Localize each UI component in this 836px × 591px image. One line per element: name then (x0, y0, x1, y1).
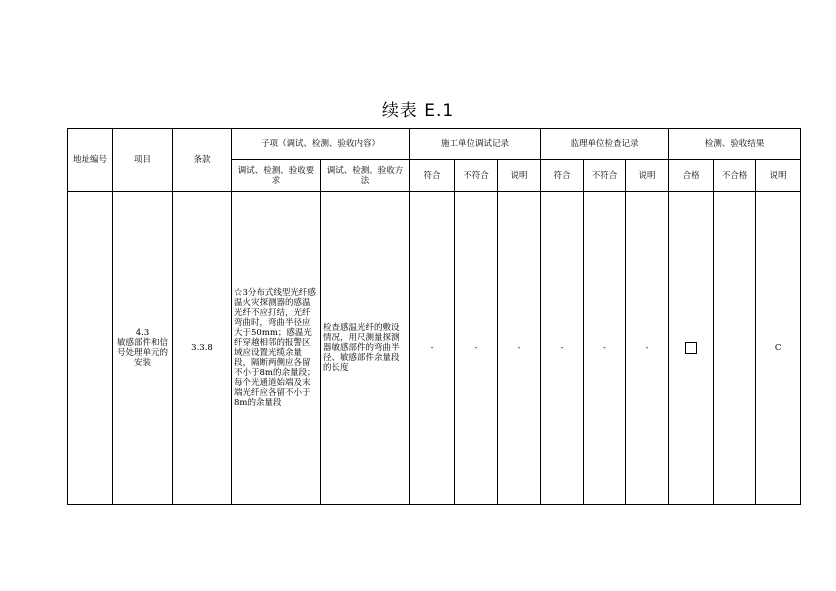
header-result-note: 说明 (756, 160, 801, 192)
cell-clause: 3.3.8 (173, 192, 232, 505)
header-requirement: 调试、检测、验收要求 (232, 160, 321, 192)
header-sub-item: 子项（调试、检测、验收内容） (232, 129, 410, 160)
header-address-no: 地址编号 (68, 129, 113, 192)
header-construction-nonconform: 不符合 (455, 160, 498, 192)
header-pass: 合格 (669, 160, 714, 192)
header-supervision-record: 监理单位检查记录 (541, 129, 669, 160)
cell-construction-conform: - (410, 192, 455, 505)
header-item: 项目 (113, 129, 173, 192)
table-row (68, 192, 801, 505)
cell-supervision-note: - (626, 192, 669, 505)
cell-fail (714, 192, 756, 505)
header-method: 调试、检测、验收方法 (321, 160, 410, 192)
cell-construction-note: - (498, 192, 541, 505)
header-supervision-note: 说明 (626, 160, 669, 192)
header-construction-note: 说明 (498, 160, 541, 192)
header-fail: 不合格 (714, 160, 756, 192)
header-construction-record: 施工单位调试记录 (410, 129, 541, 160)
cell-result-note: C (756, 192, 801, 505)
cell-method: 检查感温光纤的敷设情况，用尺测量探测器敏感部件的弯曲半径、敏感部件余量段的长度 (321, 192, 410, 505)
cell-supervision-conform: - (541, 192, 584, 505)
cell-supervision-nonconform: - (584, 192, 626, 505)
cell-requirement: ☆3分布式线型光纤感温火灾探测器的感温光纤不应打结，光纤弯曲时，弯曲半径应大于50mm；感温光纤穿越相邻的报警区域应设置光缆余量段，隔断两侧应各留不小于8m的余量段；每个光通道始端及末端光纤应各留不小于8m的余量段 (232, 192, 321, 505)
cell-pass (669, 192, 714, 505)
cell-address-no (68, 192, 113, 505)
header-supervision-nonconform: 不符合 (584, 160, 626, 192)
header-result: 检测、验收结果 (669, 129, 801, 160)
cell-item: 4.3 敏感部件和信号处理单元的安装 (113, 192, 173, 505)
header-supervision-conform: 符合 (541, 160, 584, 192)
acceptance-table (67, 128, 801, 505)
page-title: 续表 E.1 (381, 101, 455, 121)
header-clause: 条款 (173, 129, 232, 192)
cell-construction-nonconform: - (455, 192, 498, 505)
pass-checkbox[interactable] (685, 342, 697, 354)
header-construction-conform: 符合 (410, 160, 455, 192)
